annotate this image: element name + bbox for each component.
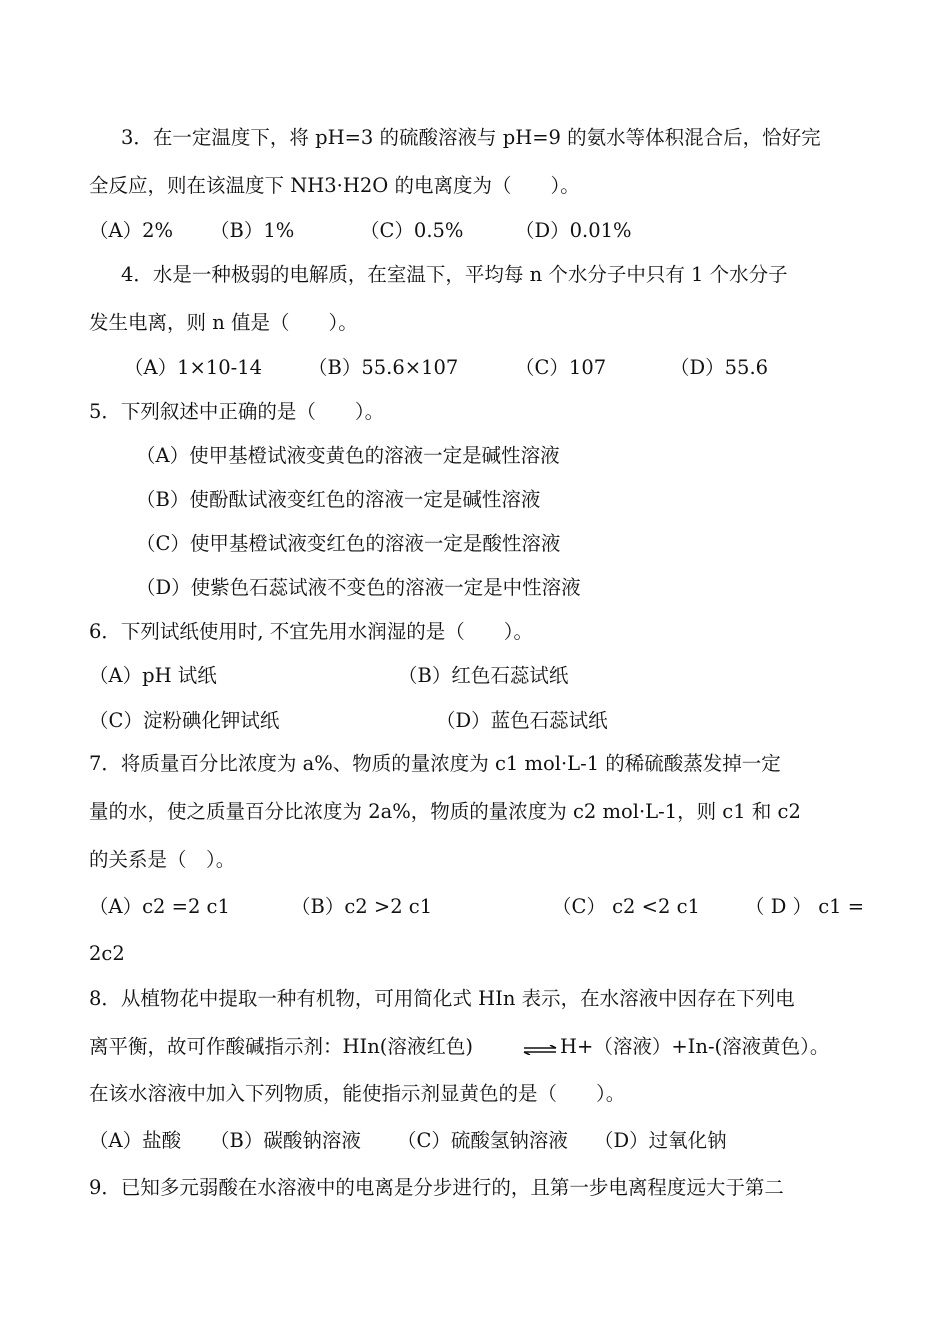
q8-stem-line2-left: 离平衡，故可作酸碱指示剂：HIn(溶液红色) [89,1035,473,1058]
q3-option-c: （C）0.5% [360,219,464,242]
q7-stem-line1: 7．将质量百分比浓度为 a%、物质的量浓度为 c1 mol·L-1 的稀硫酸蒸发掉一定 [89,752,781,775]
q9-stem-line1: 9．已知多元弱酸在水溶液中的电离是分步进行的，且第一步电离程度远大于第二 [89,1176,784,1199]
q4-option-d: （D）55.6 [670,356,769,379]
q3-stem-line2: 全反应，则在该温度下 NH3·H2O 的电离度为（ ）。 [89,174,580,197]
q8-option-b: （B）碳酸钠溶液 [210,1129,361,1152]
q8-stem-line2-right: H+（溶液）+In-(溶液黄色）。 [560,1035,830,1058]
q8-stem-line3: 在该水溶液中加入下列物质，能使指示剂显黄色的是（ ）。 [89,1082,626,1105]
q3-option-a: （A）2% [89,219,174,242]
q7-option-a: （A）c2 =2 c1 [89,895,230,918]
q6-stem: 6．下列试纸使用时, 不宜先用水润湿的是（ ）。 [89,620,534,643]
q8-stem-line1: 8．从植物花中提取一种有机物，可用简化式 HIn 表示，在水溶液中因存在下列电 [89,987,795,1010]
q3-option-d: （D）0.01% [515,219,632,242]
q4-stem-line1: 4．水是一种极弱的电解质，在室温下，平均每 n 个水分子中只有 1 个水分子 [121,263,788,286]
q4-option-c: （C）107 [515,356,607,379]
q7-stem-line3: 的关系是（ ）。 [89,848,236,871]
q7-option-c: （C） c2 <2 c1 [552,895,700,918]
q6-option-c: （C）淀粉碘化钾试纸 [89,709,280,732]
q7-stem-line2: 量的水，使之质量百分比浓度为 2a%，物质的量浓度为 c2 mol·L-1，则 c1 和 c2 [89,800,801,823]
q5-option-b: （B）使酚酞试液变红色的溶液一定是碱性溶液 [136,488,541,511]
q7-option-b: （B）c2 >2 c1 [291,895,433,918]
q5-option-c: （C）使甲基橙试液变红色的溶液一定是酸性溶液 [136,532,561,555]
q6-option-b: （B）红色石蕊试纸 [398,664,569,687]
q7-option-d-wrap: 2c2 [89,942,125,965]
equilibrium-arrow-icon [523,1045,557,1055]
q4-stem-line2: 发生电离，则 n 值是（ ）。 [89,311,358,334]
q3-stem-line1: 3．在一定温度下，将 pH=3 的硫酸溶液与 pH=9 的氨水等体积混合后，恰好完 [121,126,821,149]
q6-option-d: （D）蓝色石蕊试纸 [436,709,608,732]
q8-option-c: （C）硫酸氢钠溶液 [397,1129,568,1152]
q5-option-d: （D）使紫色石蕊试液不变色的溶液一定是中性溶液 [136,576,581,599]
q7-option-d: （ D ） c1 = [745,895,865,918]
q5-stem: 5．下列叙述中正确的是（ ）。 [89,400,385,423]
q4-option-a: （A）1×10-14 [124,356,263,379]
q5-option-a: （A）使甲基橙试液变黄色的溶液一定是碱性溶液 [136,444,560,467]
q8-option-a: （A）盐酸 [89,1129,182,1152]
q4-option-b: （B）55.6×107 [308,356,459,379]
q3-option-b: （B）1% [210,219,295,242]
q8-option-d: （D）过氧化钠 [594,1129,727,1152]
q6-option-a: （A）pH 试纸 [89,664,217,687]
